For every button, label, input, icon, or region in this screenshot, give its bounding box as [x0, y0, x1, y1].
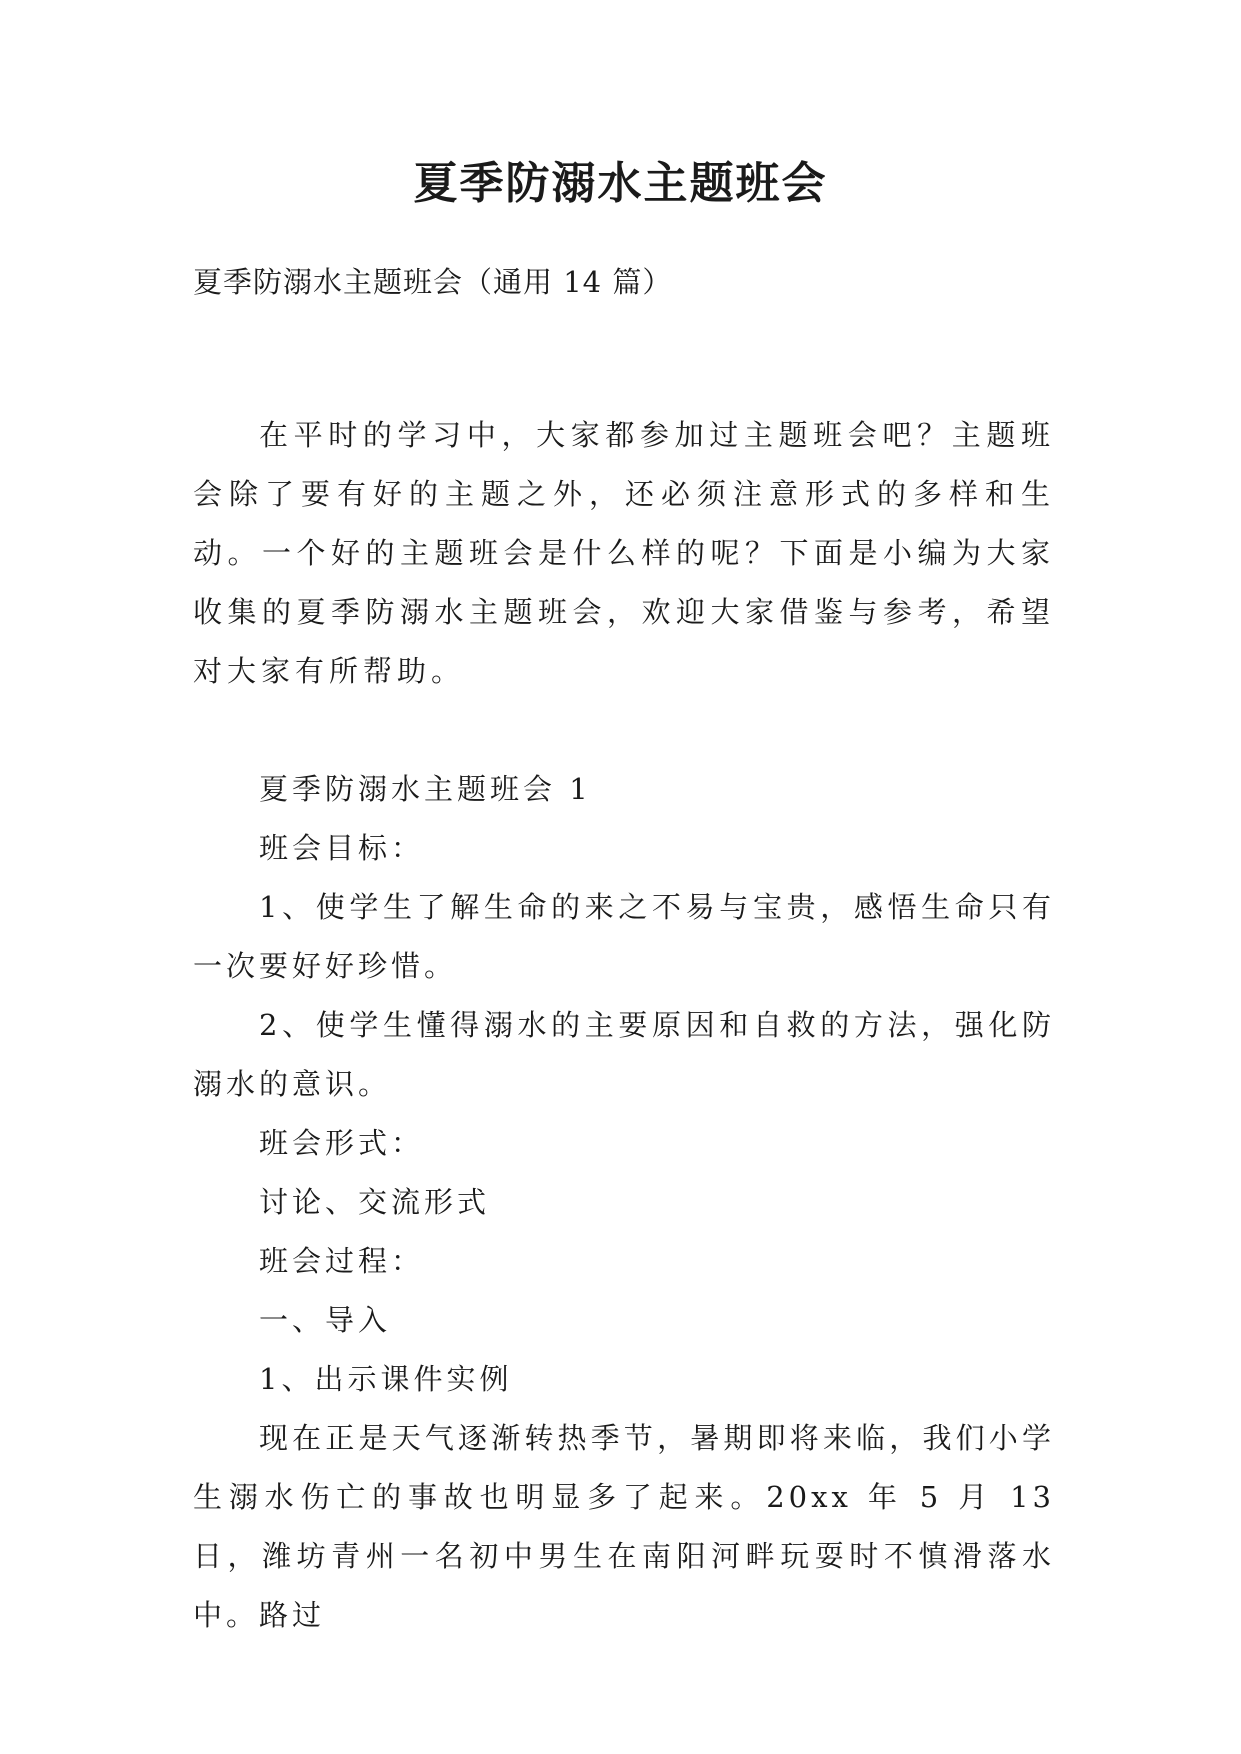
- intro-paragraph: 在平时的学习中，大家都参加过主题班会吧？主题班会除了要有好的主题之外，还必须注意形式的多样和生动。一个好的主题班会是什么样的呢？下面是小编为大家收集的夏季防溺水主题班会，欢迎大家借鉴与参考，希望对大家有所帮助。: [193, 418, 1055, 688]
- body-paragraph: 现在正是天气逐渐转热季节，暑期即将来临，我们小学生溺水伤亡的事故也明显多了起来。20xx 年 5 月 13 日，潍坊青州一名初中男生在南阳河畔玩耍时不慎滑落水中。路过: [193, 1421, 1055, 1632]
- label-goals: 班会目标：: [259, 831, 425, 865]
- process-substep: 1、出示课件实例: [259, 1362, 513, 1396]
- document-title: 夏季防溺水主题班会: [413, 158, 828, 209]
- label-format: 班会形式：: [259, 1126, 425, 1160]
- section-heading: 夏季防溺水主题班会 1: [259, 772, 592, 806]
- goal-item: 1、使学生了解生命的来之不易与宝贵，感悟生命只有一次要好好珍惜。: [193, 890, 1055, 983]
- goal-item: 2、使学生懂得溺水的主要原因和自救的方法，强化防溺水的意识。: [193, 1008, 1055, 1101]
- body-content: [193, 760, 1055, 1645]
- process-step-heading: 一、导入: [259, 1303, 392, 1337]
- label-process: 班会过程：: [259, 1244, 425, 1278]
- document-subtitle: 夏季防溺水主题班会（通用 14 篇）: [193, 265, 673, 299]
- format-text: 讨论、交流形式: [259, 1185, 491, 1219]
